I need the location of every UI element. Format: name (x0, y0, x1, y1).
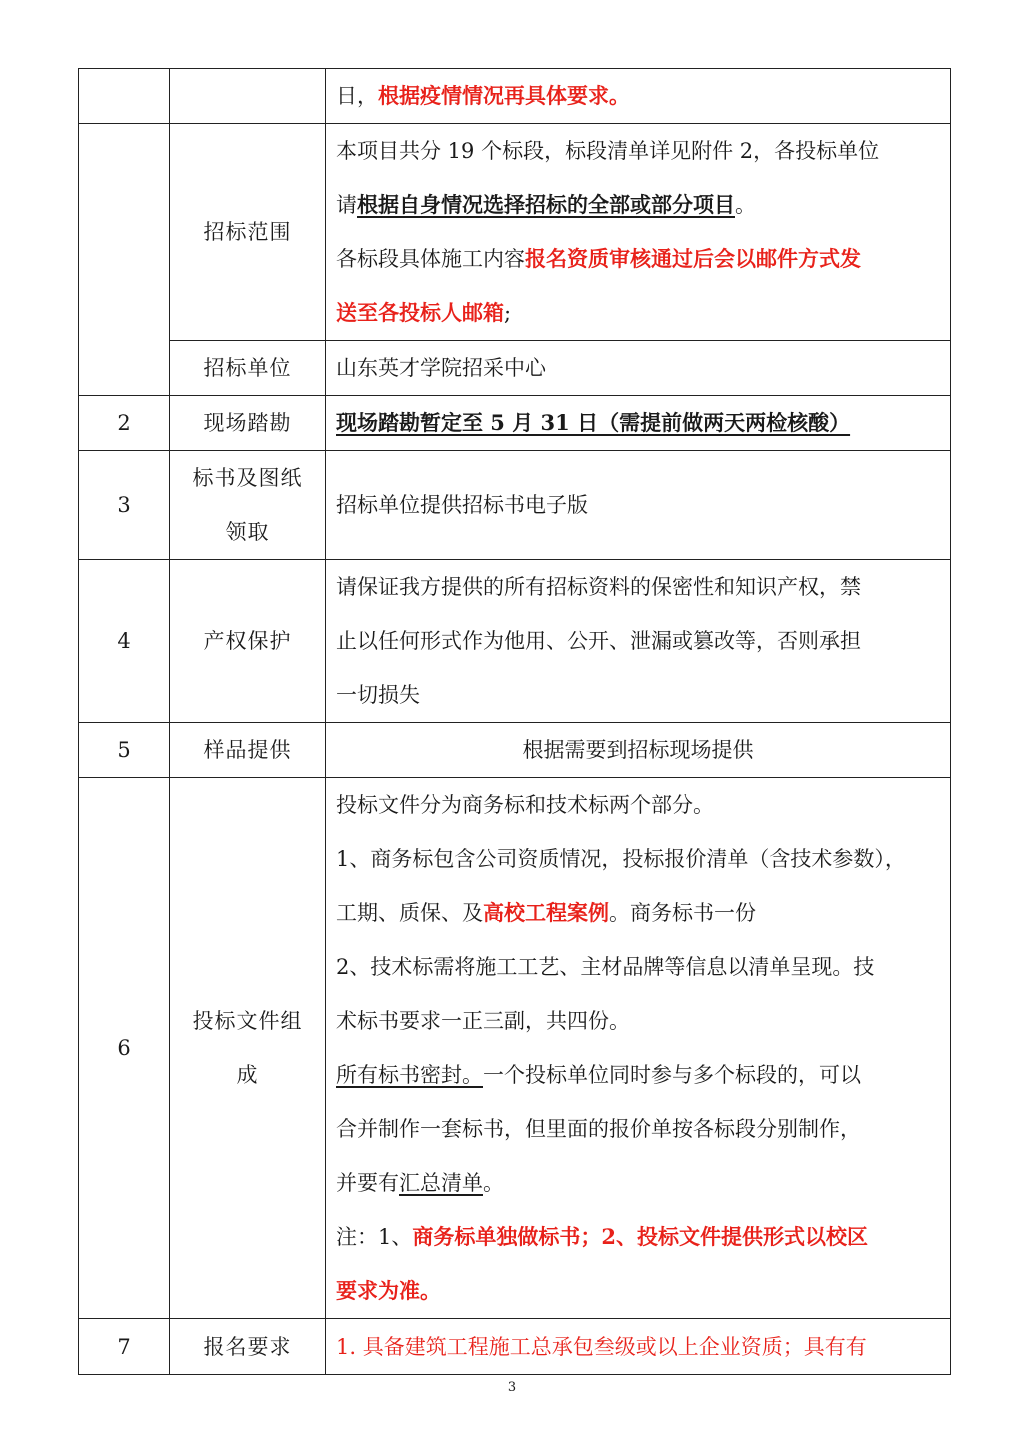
row-number (79, 69, 170, 124)
content-underlined: 汇总清单 (399, 1171, 483, 1195)
row-item (170, 69, 326, 124)
item-line: 成 (236, 1063, 259, 1087)
content-highlight: 要求为准。 (336, 1278, 441, 1303)
table-row (79, 341, 951, 396)
row-item: 样品提供 (170, 723, 326, 778)
content-text: 并要有 (336, 1171, 399, 1195)
content-text: 各标段具体施工内容 (336, 247, 525, 271)
content-line (336, 232, 940, 286)
row-item: 招标单位 (170, 341, 326, 396)
content-highlight: 商务标单独做标书；2、投标文件提供形式以校区 (412, 1224, 868, 1249)
content-line: 一切损失 (336, 683, 420, 707)
item-line: 领取 (225, 520, 270, 544)
table-row (79, 723, 951, 778)
content-line: 1、商务标包含公司资质情况，投标报价清单（含技术参数）， (336, 847, 906, 871)
row-number: 5 (79, 723, 170, 778)
content-line (336, 178, 940, 232)
row-number: 7 (79, 1319, 170, 1375)
content-line (336, 1156, 940, 1210)
bidding-info-table (78, 68, 951, 1375)
row-number: 3 (79, 451, 170, 560)
content-line: 合并制作一套标书，但里面的报价单按各标段分别制作， (336, 1117, 861, 1141)
content-highlight: 1. 具备建筑工程施工总承包叁级或以上企业资质；具有有 (336, 1334, 867, 1359)
row-content (326, 1319, 951, 1375)
content-text: 。商务标书一份 (609, 901, 756, 925)
content-underlined: 根据自身情况选择招标的全部或部分项目 (357, 192, 735, 217)
table-row (79, 778, 951, 1319)
content-text: ; (504, 301, 512, 325)
row-number (79, 124, 170, 396)
content-line (336, 886, 940, 940)
content-text: 一个投标单位同时参与多个标段的，可以 (483, 1063, 861, 1087)
page-number: 3 (507, 1380, 517, 1395)
row-item: 产权保护 (170, 560, 326, 723)
row-content: 招标单位提供招标书电子版 (326, 451, 951, 560)
row-number: 4 (79, 560, 170, 723)
row-content (326, 778, 951, 1319)
content-line (336, 1210, 940, 1264)
row-number: 6 (79, 778, 170, 1319)
content-text: 工期、质保、及 (336, 901, 483, 925)
row-item: 报名要求 (170, 1319, 326, 1375)
content-text: 注：1、 (336, 1225, 413, 1249)
content-line: 投标文件分为商务标和技术标两个部分。 (336, 793, 714, 817)
content-text: 日， (336, 84, 378, 108)
row-item: 现场踏勘 (170, 396, 326, 451)
row-item (170, 451, 326, 560)
content-line: 止以任何形式作为他用、公开、泄漏或篡改等，否则承担 (336, 629, 861, 653)
content-line (336, 1048, 940, 1102)
table-row (79, 396, 951, 451)
row-item: 招标范围 (170, 124, 326, 341)
content-line: 本项目共分 19 个标段，标段清单详见附件 2，各投标单位 (336, 139, 880, 163)
row-content (326, 560, 951, 723)
table-row (79, 124, 951, 341)
content-text: 。 (483, 1171, 504, 1195)
content-line: 请保证我方提供的所有招标资料的保密性和知识产权，禁 (336, 575, 861, 599)
content-line: 2、技术标需将施工工艺、主材品牌等信息以清单呈现。技 (336, 955, 875, 979)
item-line: 投标文件组 (192, 1009, 303, 1033)
table-row (79, 560, 951, 723)
content-highlight: 报名资质审核通过后会以邮件方式发 (525, 246, 861, 271)
content-underlined: 现场踏勘暂定至 5 月 31 日（需提前做两天两检核酸） (336, 410, 851, 435)
content-highlight: 高校工程案例 (483, 900, 609, 925)
row-content (326, 124, 951, 341)
content-text: 请 (336, 193, 357, 217)
table-row (79, 451, 951, 560)
content-line (336, 286, 940, 340)
row-content: 山东英才学院招采中心 (326, 341, 951, 396)
row-item (170, 778, 326, 1319)
content-highlight: 送至各投标人邮箱 (336, 300, 504, 325)
row-content: 根据需要到招标现场提供 (326, 723, 951, 778)
content-text: 。 (735, 193, 756, 217)
table-row (79, 69, 951, 124)
row-number: 2 (79, 396, 170, 451)
row-content (326, 69, 951, 124)
content-line: 术标书要求一正三副，共四份。 (336, 1009, 630, 1033)
table-row (79, 1319, 951, 1375)
content-underlined: 所有标书密封。 (336, 1063, 483, 1087)
content-highlight: 根据疫情情况再具体要求。 (378, 83, 630, 108)
item-line: 标书及图纸 (192, 466, 303, 490)
row-content (326, 396, 951, 451)
